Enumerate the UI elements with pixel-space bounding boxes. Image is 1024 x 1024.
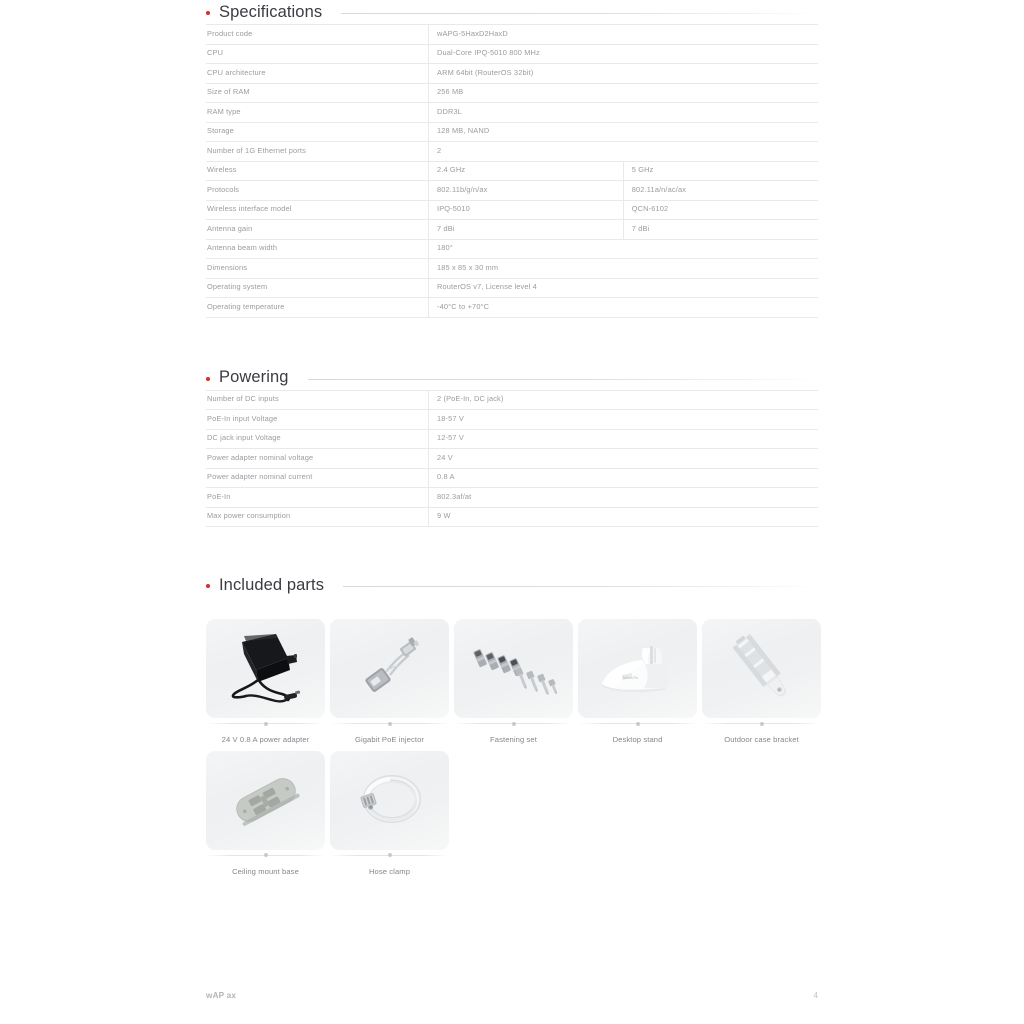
spec-value: Dual-Core IPQ-5010 800 MHz <box>429 44 819 64</box>
spec-value: wAPG-5HaxD2HaxD <box>429 25 819 45</box>
spec-label: Power adapter nominal current <box>206 468 429 488</box>
table-row <box>206 181 818 201</box>
part-image-card <box>206 619 325 718</box>
list-item[interactable] <box>454 619 573 746</box>
part-image-card <box>454 619 573 718</box>
page-footer <box>206 991 818 1000</box>
section-title-included-parts: Included parts <box>219 575 325 594</box>
part-divider <box>702 719 821 728</box>
table-row <box>206 200 818 220</box>
spec-label: Antenna beam width <box>206 239 429 259</box>
part-label: Hose clamp <box>368 866 411 876</box>
spec-label: Product code <box>206 25 429 45</box>
table-row <box>206 390 818 410</box>
spec-label: Operating temperature <box>206 298 429 318</box>
spec-value: -40°C to +70°C <box>429 298 819 318</box>
footer-page-number: 4 <box>813 991 818 1000</box>
spec-label: Protocols <box>206 181 429 201</box>
section-header-included-parts <box>206 573 818 597</box>
spec-value-5ghz: QCN-6102 <box>623 200 818 220</box>
spec-value: DDR3L <box>429 103 819 123</box>
spec-value-2ghz: 802.11b/g/n/ax <box>429 181 624 201</box>
outdoor-case-bracket-image <box>712 628 812 710</box>
table-row <box>206 161 818 181</box>
table-row <box>206 468 818 488</box>
spec-value: 256 MB <box>429 83 819 103</box>
part-label: Ceiling mount base <box>232 866 299 876</box>
spec-label: Size of RAM <box>206 83 429 103</box>
table-row <box>206 298 818 318</box>
section-header-powering <box>206 366 818 390</box>
table-row <box>206 429 818 449</box>
section-title-powering: Powering <box>219 368 289 386</box>
table-row <box>206 410 818 430</box>
part-image-card <box>330 619 449 718</box>
list-item[interactable] <box>330 619 449 746</box>
section-gap <box>206 318 818 366</box>
table-row <box>206 449 818 469</box>
part-label: 24 V 0.8 A power adapter <box>221 735 310 744</box>
spec-value-5ghz: 7 dBi <box>623 220 818 240</box>
page-title: Specifications <box>219 2 323 21</box>
powering-table <box>206 390 818 528</box>
part-image-card <box>578 619 697 718</box>
spec-label: CPU architecture <box>206 64 429 84</box>
spec-value: 12-57 V <box>429 429 819 449</box>
powering-table-body <box>206 390 818 527</box>
spec-value: 185 x 85 x 30 mm <box>429 259 819 279</box>
table-row <box>206 83 818 103</box>
spec-label: RAM type <box>206 103 429 123</box>
table-row <box>206 44 818 64</box>
spec-label: Wireless <box>206 161 429 181</box>
table-row <box>206 278 818 298</box>
spec-value: 9 W <box>429 507 819 527</box>
header-rule <box>308 379 818 380</box>
table-row <box>206 239 818 259</box>
spec-value: 2 (PoE-In, DC jack) <box>429 390 819 410</box>
spec-value-2ghz: 2.4 GHz <box>429 161 624 181</box>
page-content <box>206 0 818 878</box>
specifications-table-body <box>206 25 818 318</box>
spec-value-5ghz: 802.11a/n/ac/ax <box>623 181 818 201</box>
fastening-set-image <box>463 628 565 710</box>
table-row <box>206 103 818 123</box>
ceiling-mount-base-image <box>216 759 316 841</box>
svg-text:MikroTik: MikroTik <box>622 674 638 680</box>
footer-product-name: wAP ax <box>206 991 237 1000</box>
bullet-icon <box>206 11 210 15</box>
part-label: Desktop stand <box>612 735 663 744</box>
part-divider <box>454 719 573 728</box>
part-divider <box>206 851 325 860</box>
table-row <box>206 488 818 508</box>
spec-value: 128 MB, NAND <box>429 122 819 142</box>
spec-label: Storage <box>206 122 429 142</box>
part-image-card <box>330 751 449 850</box>
spec-value: 802.3af/at <box>429 488 819 508</box>
hose-clamp-image <box>340 759 440 841</box>
spec-label: Dimensions <box>206 259 429 279</box>
list-item[interactable] <box>206 751 325 878</box>
bullet-icon <box>206 377 210 381</box>
section-header-specifications <box>206 0 818 24</box>
poe-injector-image <box>340 628 440 710</box>
table-row <box>206 25 818 45</box>
list-item[interactable] <box>206 619 325 746</box>
spec-value-2ghz: 7 dBi <box>429 220 624 240</box>
table-row <box>206 142 818 162</box>
list-item[interactable] <box>578 619 697 746</box>
part-label: Outdoor case bracket <box>724 735 799 744</box>
spec-label: PoE-In <box>206 488 429 508</box>
table-row <box>206 507 818 527</box>
spec-label: Antenna gain <box>206 220 429 240</box>
part-divider <box>206 719 325 728</box>
spec-label: CPU <box>206 44 429 64</box>
spec-label: Max power consumption <box>206 507 429 527</box>
spec-value: 0.8 A <box>429 468 819 488</box>
list-item[interactable] <box>330 751 449 878</box>
bullet-icon <box>206 584 210 588</box>
desktop-stand-image <box>588 628 688 710</box>
part-image-card <box>702 619 821 718</box>
specifications-table <box>206 24 818 318</box>
spec-value-5ghz: 5 GHz <box>623 161 818 181</box>
part-label: Fastening set <box>490 735 537 744</box>
spec-label: Number of DC inputs <box>206 390 429 410</box>
spec-value: 24 V <box>429 449 819 469</box>
power-adapter-image <box>216 628 316 710</box>
spec-value: 180° <box>429 239 819 259</box>
spec-label: Power adapter nominal voltage <box>206 449 429 469</box>
part-image-card <box>206 751 325 850</box>
part-divider <box>330 719 449 728</box>
part-divider <box>578 719 697 728</box>
section-gap <box>206 527 818 573</box>
table-row <box>206 64 818 84</box>
included-parts-grid <box>206 619 826 878</box>
spec-value: ARM 64bit (RouterOS 32bit) <box>429 64 819 84</box>
spec-value-2ghz: IPQ-5010 <box>429 200 624 220</box>
table-row <box>206 259 818 279</box>
part-label: Gigabit PoE injector <box>354 735 425 744</box>
part-divider <box>330 851 449 860</box>
spec-value: RouterOS v7, License level 4 <box>429 278 819 298</box>
header-rule <box>343 586 818 587</box>
list-item[interactable] <box>702 619 821 746</box>
spec-value: 18-57 V <box>429 410 819 430</box>
spec-label: PoE-In input Voltage <box>206 410 429 430</box>
spec-label: Number of 1G Ethernet ports <box>206 142 429 162</box>
table-row <box>206 220 818 240</box>
table-row <box>206 122 818 142</box>
spec-value: 2 <box>429 142 819 162</box>
spec-label: DC jack input Voltage <box>206 429 429 449</box>
spec-label: Operating system <box>206 278 429 298</box>
header-rule <box>341 13 818 14</box>
spec-label: Wireless interface model <box>206 200 429 220</box>
